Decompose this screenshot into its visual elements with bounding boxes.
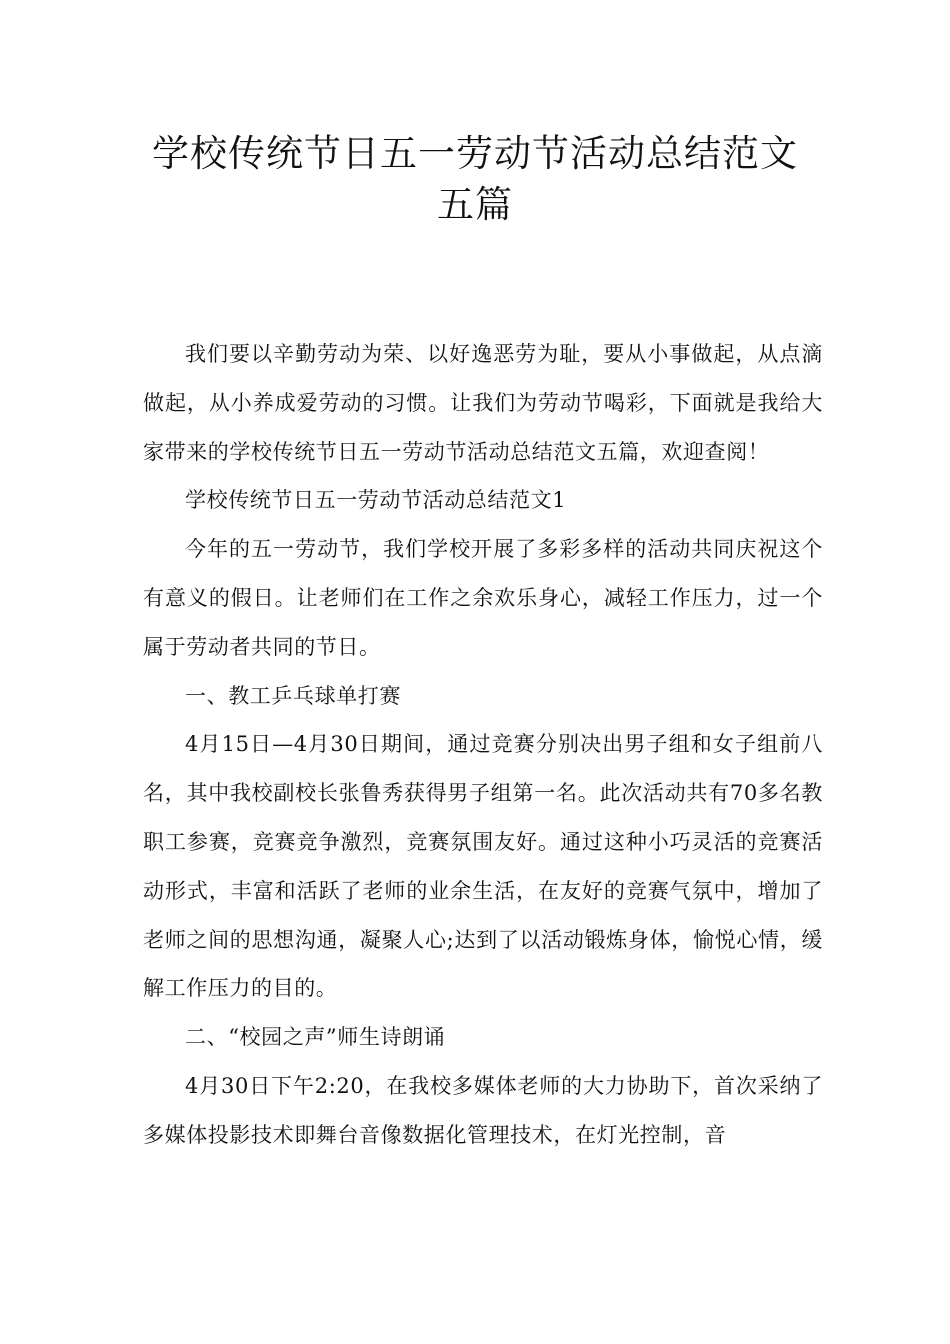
body-paragraph: 今年的五一劳动节，我们学校开展了多彩多样的活动共同庆祝这个有意义的假日。让老师们在工作之余欢乐身心，减轻工作压力，过一个属于劳动者共同的节日。: [143, 537, 823, 659]
body-paragraph: 4月15日—4月30日期间，通过竞赛分别决出男子组和女子组前八名，其中我校副校长张鲁秀获得男子组第一名。此次活动共有70多名教职工参赛，竞赛竞争激烈，竞赛氛围友好。通过这种小巧灵活的竞赛活动形式，丰富和活跃了老师的业余生活，在友好的竞赛气氛中，增加了老师之间的思想沟通，凝聚人心;达到了以活动锻炼身体，愉悦心情，缓解工作压力的目的。: [143, 732, 823, 1001]
subheading-pingpong: 一、教工乒乓球单打赛: [185, 683, 401, 708]
document-body: [143, 330, 823, 1160]
subheading-recital: 二、“校园之声”师生诗朗诵: [185, 1025, 446, 1050]
document-title: [120, 128, 830, 230]
title-line-1: 学校传统节日五一劳动节活动总结范文: [152, 132, 798, 175]
section-heading-1: 学校传统节日五一劳动节活动总结范文1: [185, 488, 567, 513]
intro-paragraph: 我们要以辛勤劳动为荣、以好逸恶劳为耻，要从小事做起，从点滴做起，从小养成爱劳动的习惯。让我们为劳动节喝彩，下面就是我给大家带来的学校传统节日五一劳动节活动总结范文五篇，欢迎查阅！: [143, 342, 823, 464]
title-line-2: 五篇: [437, 183, 513, 226]
body-paragraph: 4月30日下午2:20，在我校多媒体老师的大力协助下，首次采纳了多媒体投影技术即舞台音像数据化管理技术，在灯光控制，音: [143, 1073, 823, 1147]
